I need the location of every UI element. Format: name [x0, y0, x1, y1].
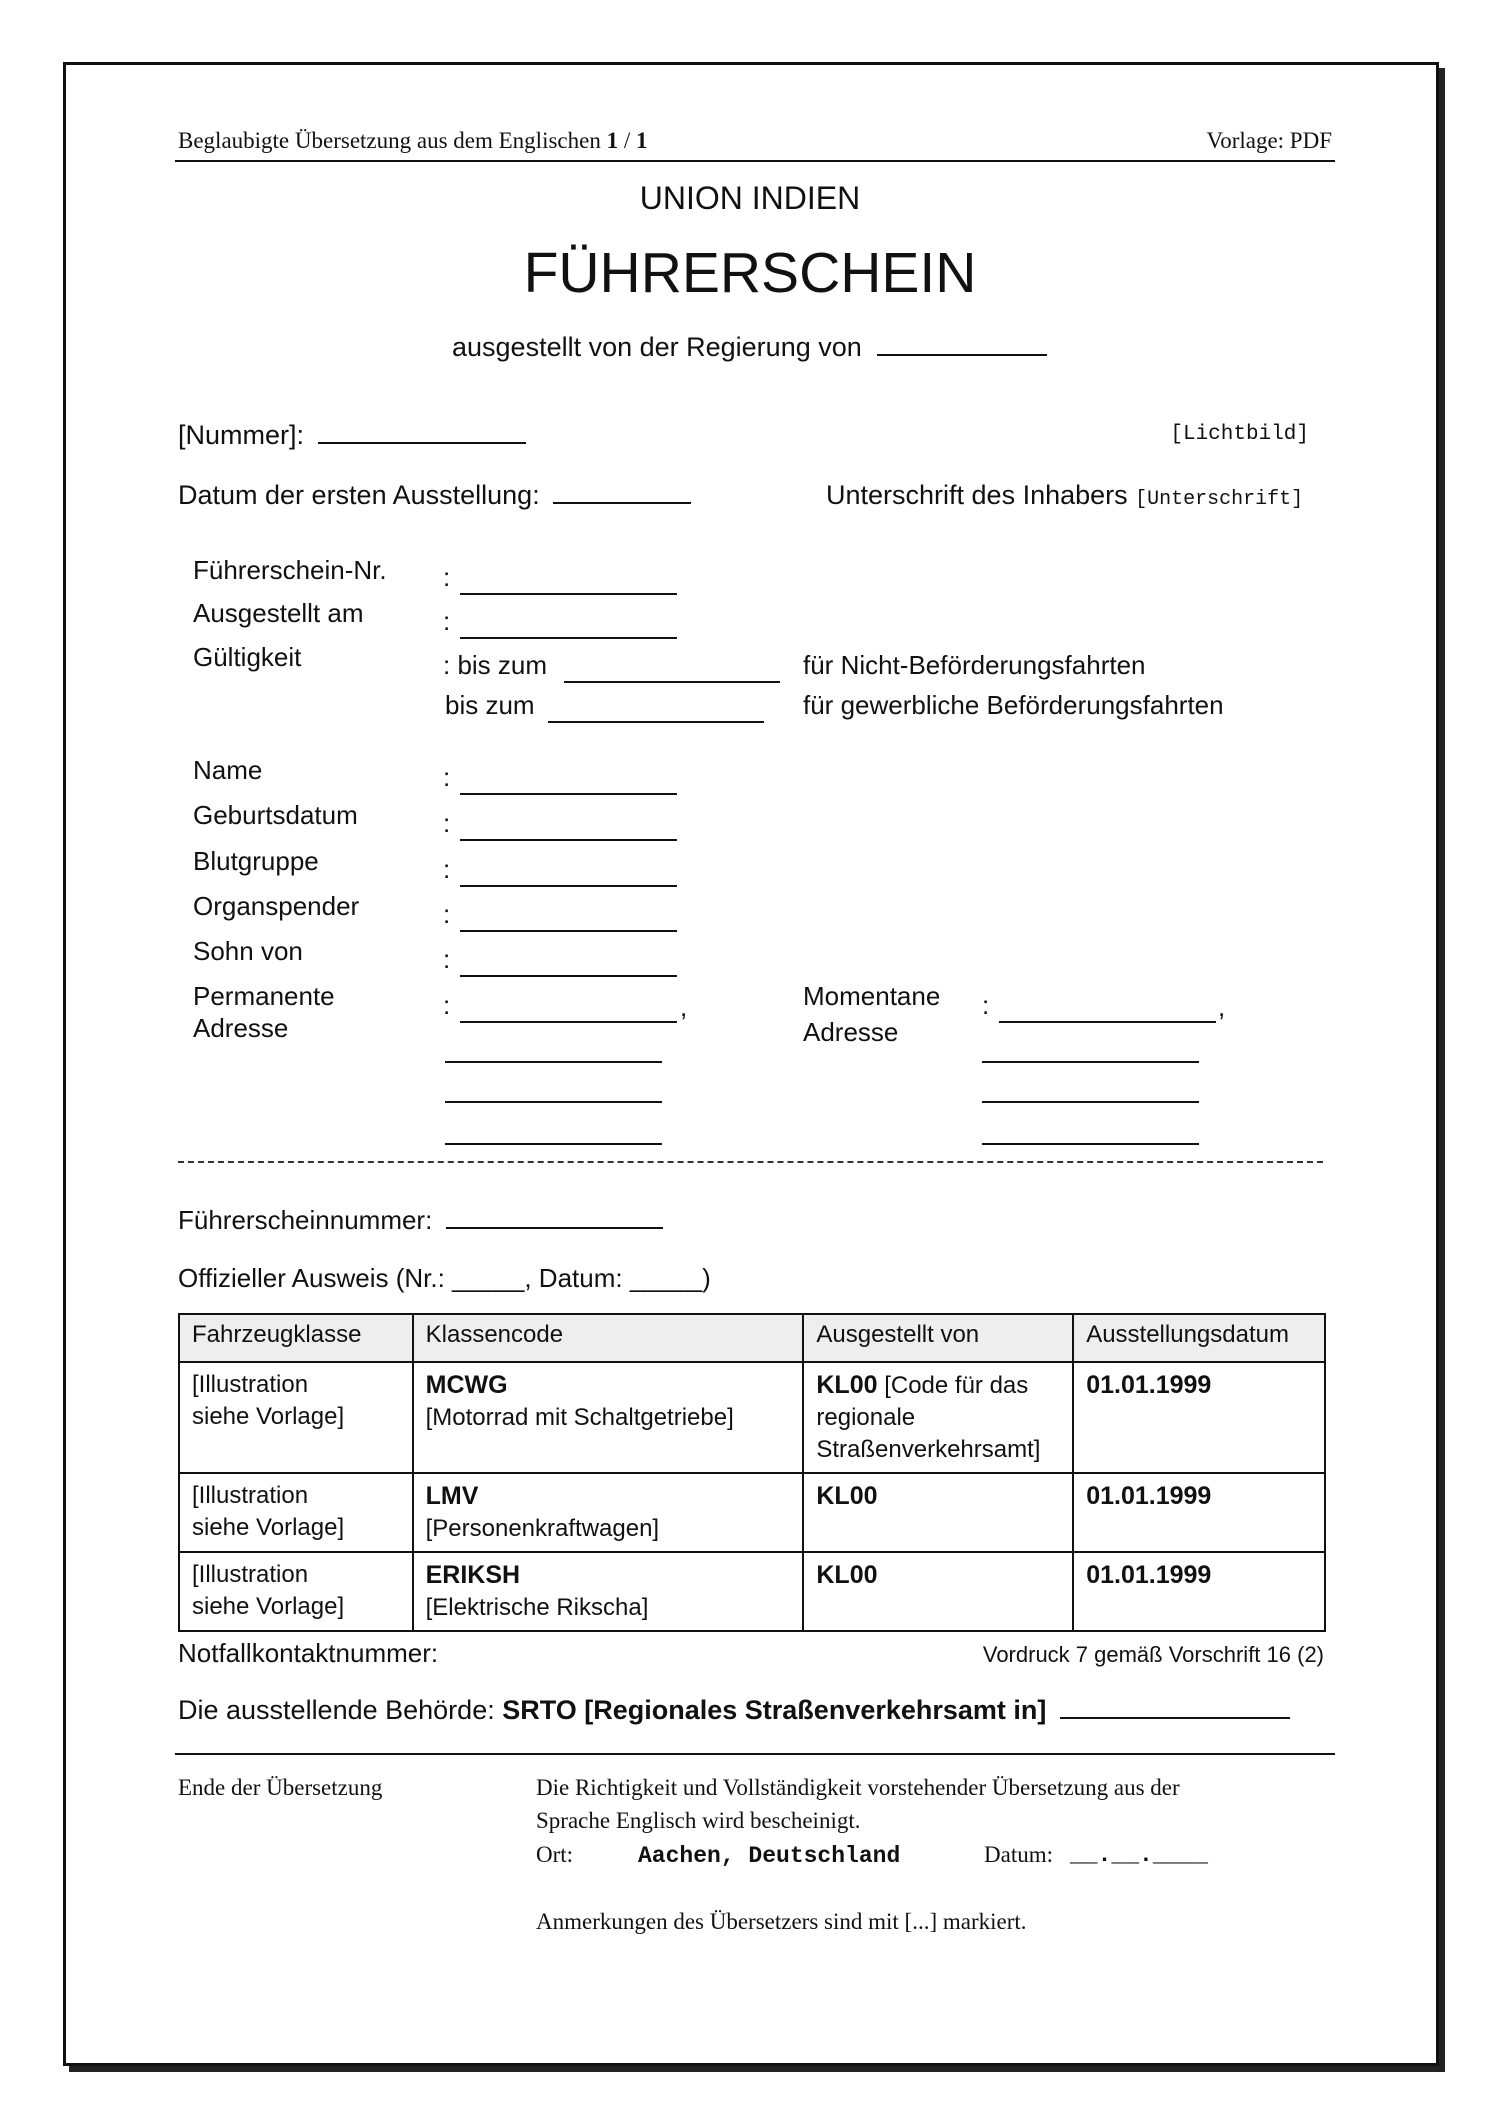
validity-blank-1 [564, 680, 780, 683]
license-number-label: Führerscheinnummer: [178, 1205, 433, 1235]
col-class-code: Klassencode [413, 1314, 804, 1362]
illustration-note: [Illustration [192, 1371, 309, 1398]
class-description: [Elektrische Rikscha] [425, 1594, 649, 1621]
license-no-label: Führerschein-Nr. [193, 555, 387, 585]
table-row [179, 1473, 1325, 1552]
vehicle-class-table [178, 1313, 1326, 1632]
certification-line-1: Die Richtigkeit und Vollständigkeit vorstehender Übersetzung aus der [536, 1775, 1180, 1800]
organ-blank [460, 929, 677, 932]
validity-until-1: : bis zum [443, 650, 548, 680]
header-right: Vorlage: PDF [1206, 128, 1332, 153]
issuer-cell [803, 1473, 1073, 1552]
organ-colon: : [443, 899, 451, 929]
son-of-colon: : [443, 944, 451, 974]
issue-date: 01.01.1999 [1086, 1371, 1212, 1399]
signature-placeholder: [Unterschrift] [1135, 488, 1304, 511]
issuing-authority [178, 1695, 1290, 1726]
perm-address-blank-4 [445, 1142, 662, 1145]
perm-address-comma: , [680, 992, 688, 1022]
translator-remarks: Anmerkungen des Übersetzers sind mit [...] markiert. [536, 1909, 1027, 1934]
number-field [178, 420, 526, 451]
number-label: [Nummer]: [178, 420, 305, 450]
first-issue-label: Datum der ersten Ausstellung: [178, 480, 540, 510]
authority-label: Die ausstellende Behörde: [178, 1695, 495, 1725]
vehicle-illustration-cell [179, 1362, 413, 1473]
vehicle-illustration-cell [179, 1552, 413, 1631]
name-label: Name [193, 755, 263, 785]
issuer-note: [Code für das regionale Straßenverkehrsamt] [816, 1372, 1041, 1463]
official-id-field: Offizieller Ausweis (Nr.: _____, Datum: _____) [178, 1263, 711, 1293]
header-left [178, 128, 647, 154]
dashed-divider [178, 1161, 1323, 1163]
class-description: [Personenkraftwagen] [425, 1515, 660, 1542]
non-transport-label: für Nicht-Beförderungsfahrten [803, 650, 1146, 680]
validity-blank-2 [548, 720, 764, 723]
place-label: Ort: [536, 1842, 574, 1867]
table-row [179, 1552, 1325, 1631]
emergency-contact-label: Notfallkontaktnummer: [178, 1638, 439, 1668]
issued-by-line [452, 332, 1047, 363]
name-colon: : [443, 762, 451, 792]
illustration-note: [Illustration [192, 1561, 309, 1588]
authority-value: SRTO [Regionales Straßenverkehrsamt in] [502, 1695, 1047, 1725]
country-title: UNION INDIEN [639, 180, 861, 216]
issuer-cell [803, 1362, 1073, 1473]
curr-address-blank-4 [982, 1142, 1199, 1145]
class-code: ERIKSH [425, 1561, 521, 1589]
header-title: Beglaubigte Übersetzung aus dem Englischen [178, 128, 601, 153]
illustration-note: siehe Vorlage] [192, 1403, 345, 1430]
vehicle-illustration-cell [179, 1473, 413, 1552]
perm-address-label-1: Permanente [193, 981, 335, 1011]
col-issue-date: Ausstellungsdatum [1073, 1314, 1325, 1362]
curr-address-blank-3 [982, 1100, 1199, 1103]
issue-date: 01.01.1999 [1086, 1482, 1212, 1510]
blood-blank [460, 884, 677, 887]
illustration-note: siehe Vorlage] [192, 1514, 345, 1541]
date-value: __.__.____ [1070, 1842, 1209, 1868]
illustration-note: [Illustration [192, 1482, 309, 1509]
first-issue-blank [553, 501, 691, 504]
name-blank [460, 792, 677, 795]
end-of-translation: Ende der Übersetzung [178, 1775, 383, 1800]
dob-colon: : [443, 808, 451, 838]
organ-label: Organspender [193, 891, 360, 921]
issuer-code: KL00 [816, 1482, 878, 1510]
authority-blank [1060, 1716, 1290, 1719]
curr-address-comma: , [1218, 992, 1226, 1022]
class-code: LMV [425, 1482, 479, 1510]
signature-label: Unterschrift des Inhabers [826, 480, 1128, 510]
class-code-cell [413, 1552, 804, 1631]
license-number-blank [446, 1226, 663, 1229]
perm-address-label-2: Adresse [193, 1013, 289, 1043]
transport-label: für gewerbliche Beförderungsfahrten [803, 690, 1224, 720]
class-description: [Motorrad mit Schaltgetriebe] [425, 1404, 734, 1431]
certification-line-2: Sprache Englisch wird bescheinigt. [536, 1808, 861, 1833]
first-issue-field [178, 480, 691, 511]
number-blank [318, 441, 526, 444]
date-label: Datum: [984, 1842, 1053, 1867]
issuer-code: KL00 [816, 1561, 878, 1589]
curr-address-blank-1 [999, 1020, 1216, 1023]
issuer-code: KL00 [816, 1371, 878, 1399]
issued-on-blank [460, 636, 677, 639]
class-code: MCWG [425, 1371, 508, 1399]
validity-until-2: bis zum [445, 690, 535, 720]
license-number-field [178, 1205, 663, 1236]
header-page: 1 [606, 128, 619, 153]
form-reference: Vordruck 7 gemäß Vorschrift 16 (2) [982, 1642, 1324, 1667]
header-rule [175, 160, 1335, 162]
blood-colon: : [443, 854, 451, 884]
footer-rule [175, 1753, 1335, 1755]
table-header-row [179, 1314, 1325, 1362]
perm-address-colon: : [443, 990, 451, 1020]
curr-address-colon: : [982, 990, 990, 1020]
col-issued-by: Ausgestellt von [803, 1314, 1073, 1362]
header-page-sep: / [623, 128, 631, 153]
curr-address-label-2: Adresse [803, 1017, 899, 1047]
table-row [179, 1362, 1325, 1473]
header-page-total: 1 [635, 128, 648, 153]
son-of-blank [460, 974, 677, 977]
perm-address-blank-1 [460, 1020, 677, 1023]
class-code-cell [413, 1473, 804, 1552]
issue-date-cell [1073, 1473, 1325, 1552]
place-value: Aachen, Deutschland [638, 1843, 901, 1869]
curr-address-label-1: Momentane [803, 981, 941, 1011]
perm-address-blank-3 [445, 1100, 662, 1103]
issued-on-colon: : [443, 606, 451, 636]
class-code-cell [413, 1362, 804, 1473]
photo-placeholder: [Lichtbild] [1170, 423, 1309, 446]
dob-blank [460, 838, 677, 841]
blood-label: Blutgruppe [193, 846, 319, 876]
issue-date-cell [1073, 1362, 1325, 1473]
issued-on-label: Ausgestellt am [193, 598, 364, 628]
son-of-label: Sohn von [193, 936, 303, 966]
dob-label: Geburtsdatum [193, 800, 358, 830]
document-title: FÜHRERSCHEIN [523, 241, 977, 305]
curr-address-blank-2 [982, 1060, 1199, 1063]
validity-label: Gültigkeit [193, 642, 302, 672]
license-no-colon: : [443, 562, 451, 592]
issuer-cell [803, 1552, 1073, 1631]
col-vehicle-class: Fahrzeugklasse [179, 1314, 413, 1362]
perm-address-blank-2 [445, 1060, 662, 1063]
license-no-blank [460, 592, 677, 595]
illustration-note: siehe Vorlage] [192, 1593, 345, 1620]
issue-date: 01.01.1999 [1086, 1561, 1212, 1589]
holder-signature [826, 480, 1303, 511]
issue-date-cell [1073, 1552, 1325, 1631]
issued-by-label: ausgestellt von der Regierung von [452, 332, 862, 362]
issued-by-blank [877, 353, 1047, 356]
